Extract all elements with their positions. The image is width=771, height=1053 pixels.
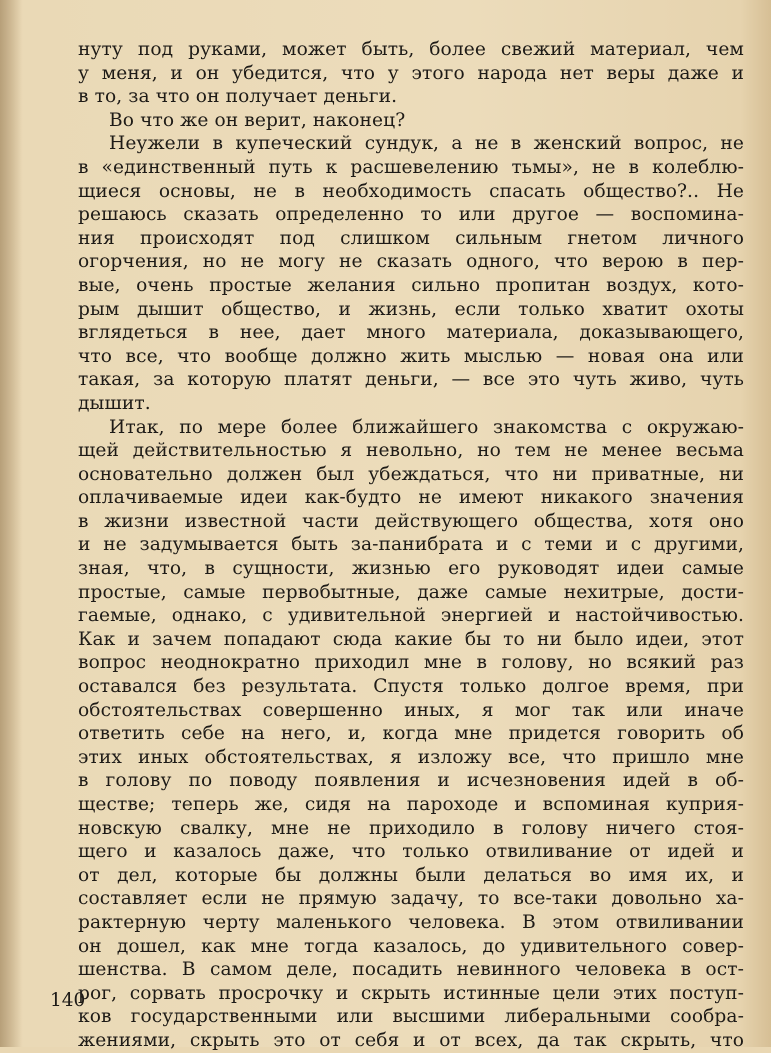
text-line: Итак, по мере более ближайшего знакомства с окружаю- [109,416,744,438]
text-line: оставался без результата. Спустя только долгое время, при [78,676,744,698]
text-line: Во что же он верит, наконец? [109,109,406,131]
text-line: рог, сорвать просрочку и скрыть истинные цели этих поступ- [78,982,744,1004]
text-line: у меня, и он убедится, что у этого народа нет веры даже и [78,62,744,84]
text-line: такая, за которую платят деньги, — все это чуть живо, чуть [78,369,744,391]
text-line: решаюсь сказать определенно то или другое — воспомина- [78,204,744,226]
text-line: и не задумывается быть за-панибрата и с теми и с другими, [78,534,744,556]
text-line: ществе; теперь же, сидя на пароходе и вспоминая куприя- [78,794,744,815]
text-line: что все, что вообще должно жить мыслью — новая она или [78,345,744,367]
text-line: в «единственный путь к расшевелению тьмы», не в колеблю- [78,156,744,178]
text-line: в жизни известной части действующего общества, хотя оно [78,510,744,532]
text-line: вопрос неоднократно приходил мне в голову, но всякий раз [78,652,744,674]
text-line: вглядеться в нее, дает много материала, доказывающего, [78,322,744,344]
spine-shadow [0,0,22,1047]
text-line: дышит. [78,392,151,414]
text-line: нуту под руками, может быть, более свежий материал, чем [78,39,744,60]
text-line: в то, за что он получает деньги. [78,86,398,108]
text-line: он дошел, как мне тогда казалось, до удивительного совер- [78,935,744,957]
text-line: Как и зачем попадают сюда какие бы то ни было идеи, этот [78,628,744,650]
text-line: зная, что, в сущности, жизнью его руководят идеи самые [78,558,744,580]
text-line: основательно должен был убеждаться, что ни приватные, ни [78,463,744,485]
text-line: рым дышит общество, и жизнь, если только хватит охоты [78,298,744,320]
page-number: 140 [50,990,86,1011]
text-line: простые, самые первобытные, даже самые нехитрые, дости- [78,581,744,603]
text-line: гаемые, однако, с удивительной энергией и настойчивостью. [78,605,744,627]
text-line: обстоятельствах совершенно иных, я мог так или иначе [78,699,744,721]
text-line: вые, очень простые желания сильно пропитан воздух, кото- [78,274,744,296]
text-line: щей действительностью я невольно, но тем не менее весьма [78,440,744,462]
text-line: составляет если не прямую задачу, то все-таки довольно ха- [78,888,744,910]
text-line: новскую свалку, мне не приходило в голову ничего стоя- [78,817,744,839]
body-text [78,38,744,1053]
text-line: ответить себе на него, и, когда мне придется говорить об [78,723,744,745]
text-line: этих иных обстоятельствах, я изложу все, что пришло мне [78,746,744,768]
text-line: шенства. В самом деле, посадить невинного человека в ост- [78,959,744,981]
text-line: рактерную черту маленького человека. В этом отвиливании [78,911,744,933]
text-line: щиеся основы, не в необходимость спасать общество?.. Не [78,180,744,202]
text-line: от дел, которые бы должны были делаться во имя их, и [78,864,744,886]
text-line: ния происходят под слишком сильным гнетом личного [78,227,744,249]
text-line: Неужели в купеческий сундук, а не в женский вопрос, не [109,133,744,155]
text-line: огорчения, но не могу не сказать одного, что верою в пер- [78,251,744,273]
text-line: оплачиваемые идеи как-будто не имеют никакого значения [78,487,744,509]
text-line: ков государственными или высшими либеральными сообра- [78,1006,744,1028]
text-line: жениями, скрыть это от себя и от всех, да так скрыть, что [78,1029,744,1051]
text-line: щего и казалось даже, что только отвиливание от идей и [78,841,744,863]
text-line: в голову по поводу появления и исчезновения идей в об- [78,770,744,792]
